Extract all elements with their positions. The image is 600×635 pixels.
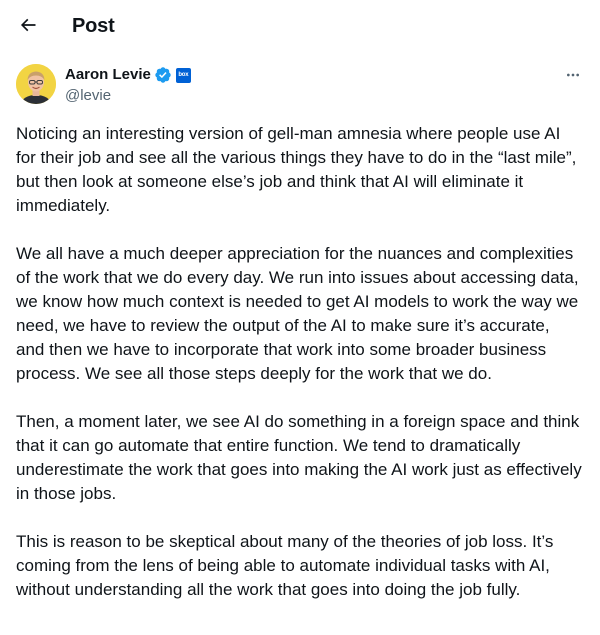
avatar[interactable] — [16, 64, 56, 104]
author-row — [16, 64, 584, 108]
post-paragraph: This is reason to be skeptical about many of the theories of job loss. It’s coming from the lens of being able to automate individual tasks with AI, without understanding all the work that goes into doing the job fully. — [16, 532, 554, 599]
more-horizontal-icon — [565, 67, 581, 83]
author-name[interactable]: Aaron Levie — [65, 66, 151, 83]
post-paragraph: Then, a moment later, we see AI do something in a foreign space and think that it can go automate that entire function. We tend to dramatically underestimate the work that goes into making the AI work just as effectively in those jobs. — [16, 412, 582, 503]
verified-badge-icon — [154, 66, 172, 84]
post-paragraph: We all have a much deeper appreciation for the nuances and complexities of the work that we do every day. We run into issues about accessing data, we know how much context is needed to get AI models to work the way we need, we have to review the output of the AI to make sure it’s accurate, and then we have to incorporate that work into some broader business process. We see all those steps deeply for the work that we do. — [16, 244, 579, 383]
back-button[interactable] — [14, 11, 42, 39]
author-name-line — [65, 65, 191, 85]
post-text — [16, 122, 582, 626]
author-handle[interactable]: @levie — [65, 87, 112, 104]
more-button[interactable] — [562, 66, 584, 84]
post-paragraph: Noticing an interesting version of gell-man amnesia where people use AI for their job and see all the various things they have to do in the “last mile”, but then look at someone else’s job and think that AI will eliminate it immediately. — [16, 124, 577, 215]
affiliate-badge[interactable]: box — [176, 68, 191, 83]
arrow-left-icon — [18, 15, 38, 35]
page-title: Post — [72, 15, 115, 37]
post-header — [0, 0, 600, 53]
avatar-image — [16, 64, 56, 104]
